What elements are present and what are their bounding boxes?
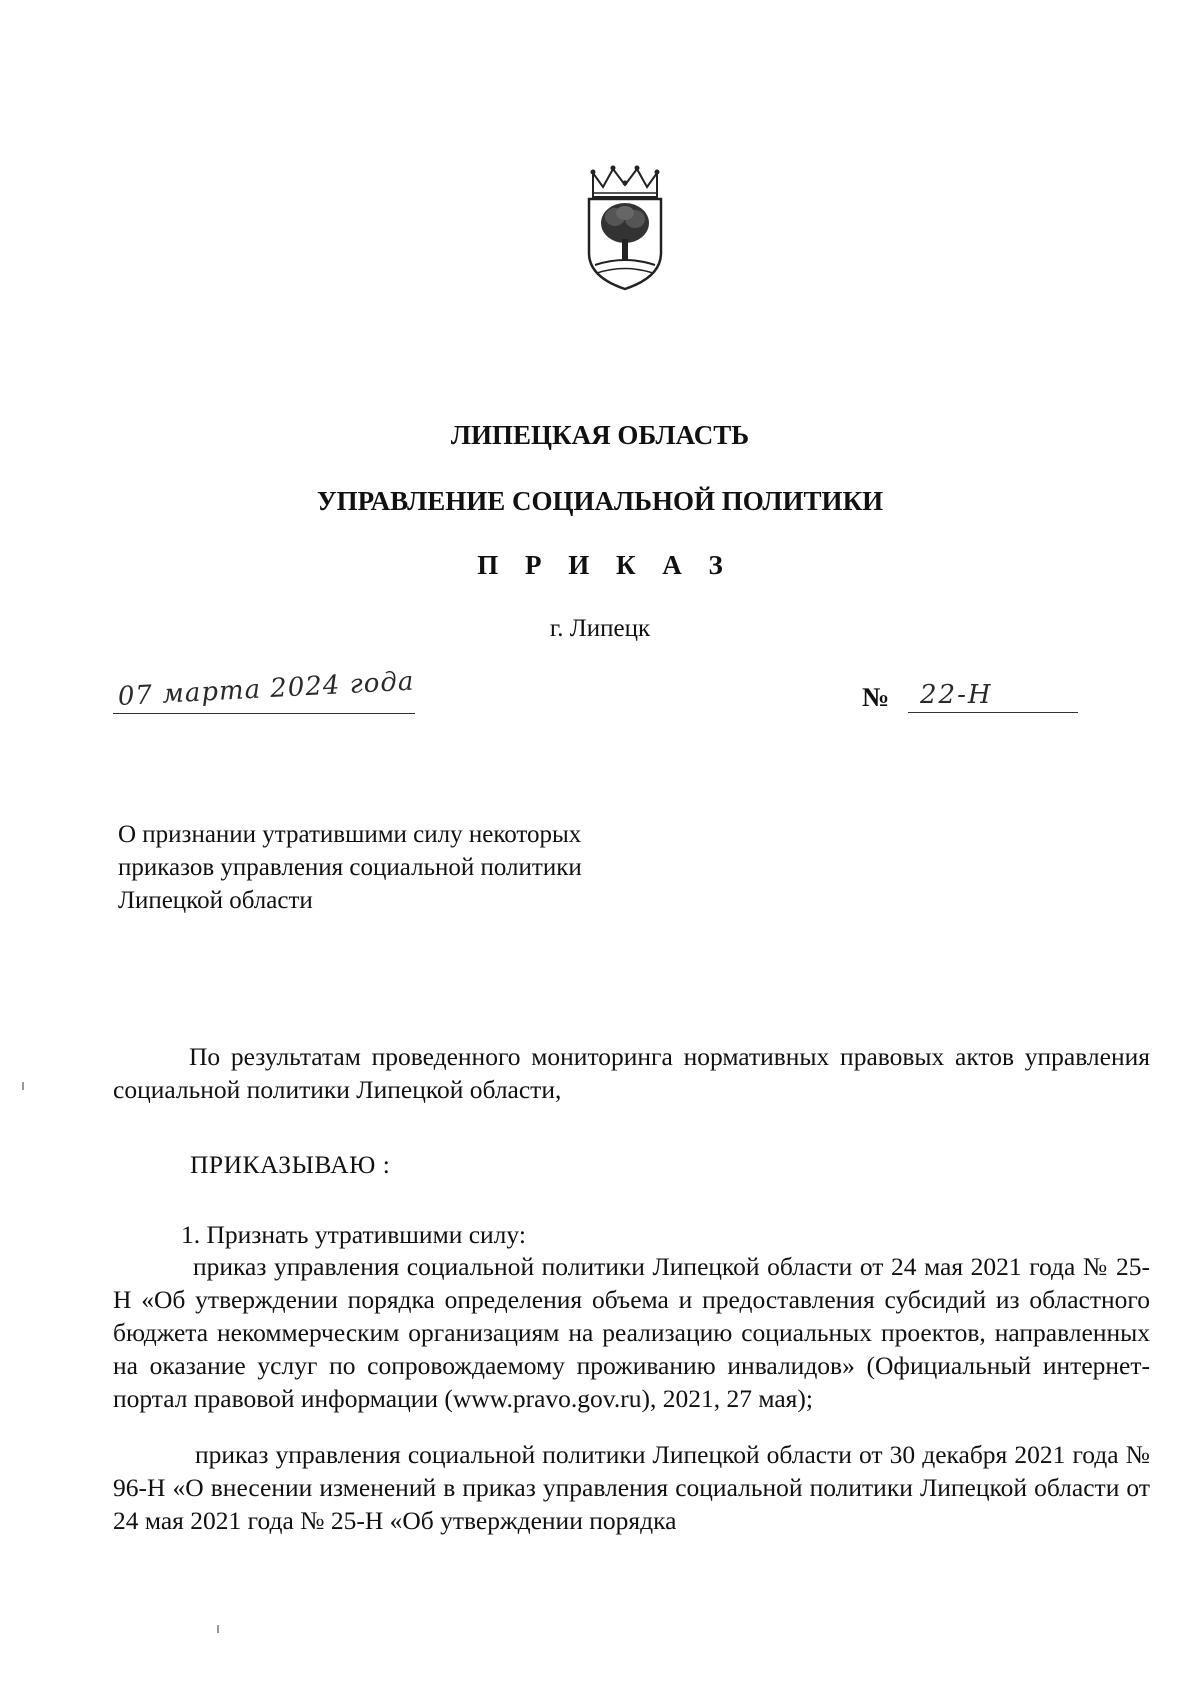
- document-subject: [118, 818, 678, 917]
- number-label: №: [862, 682, 890, 712]
- department-title: УПРАВЛЕНИЕ СОЦИАЛЬНОЙ ПОЛИТИКИ: [316, 486, 884, 516]
- document-type-title: П Р И К А З: [477, 550, 733, 580]
- preamble-paragraph: По результатам проведенного мониторинга нормативных правовых актов управления социальной политики Липецкой области,: [113, 1042, 1150, 1104]
- region-title: ЛИПЕЦКАЯ ОБЛАСТЬ: [450, 420, 750, 450]
- scan-speck: [22, 1082, 24, 1090]
- body-paragraph: приказ управления социальной политики Липецкой области от 30 декабря 2021 года № 96-Н «О внесении изменений в приказ управления социальной политики Липецкой области от 24 мая 2021 года № 25-Н «Об утверждении порядка: [113, 1440, 1150, 1535]
- subject-line: приказов управления социальной политики: [118, 854, 582, 881]
- subject-line: О признании утратившими силу некоторых: [118, 821, 582, 848]
- handwritten-number: 22-Н: [920, 680, 993, 710]
- coat-of-arms-icon: [585, 165, 665, 298]
- scan-speck: [217, 1625, 219, 1633]
- number-underline: [908, 712, 1078, 713]
- handwritten-date: 07 марта 2024 года: [117, 666, 416, 712]
- order-word: ПРИКАЗЫВАЮ :: [190, 1150, 391, 1179]
- item-heading: 1. Признать утратившими силу:: [181, 1220, 526, 1249]
- subject-line: Липецкой области: [118, 887, 313, 914]
- date-underline: [113, 713, 415, 714]
- city-label: г. Липецк: [549, 615, 651, 642]
- body-paragraph: приказ управления социальной политики Липецкой области от 24 мая 2021 года № 25-Н «Об утверждении порядка определения объема и предоставления субсидий из областного бюджета некоммерческим организациям на реализацию социальных проектов, направленных на оказание услуг по сопровождаемому проживанию инвалидов» (Официальный интернет-портал правовой информации (www.pravo.gov.ru), 2021, 27 мая);: [113, 1252, 1150, 1413]
